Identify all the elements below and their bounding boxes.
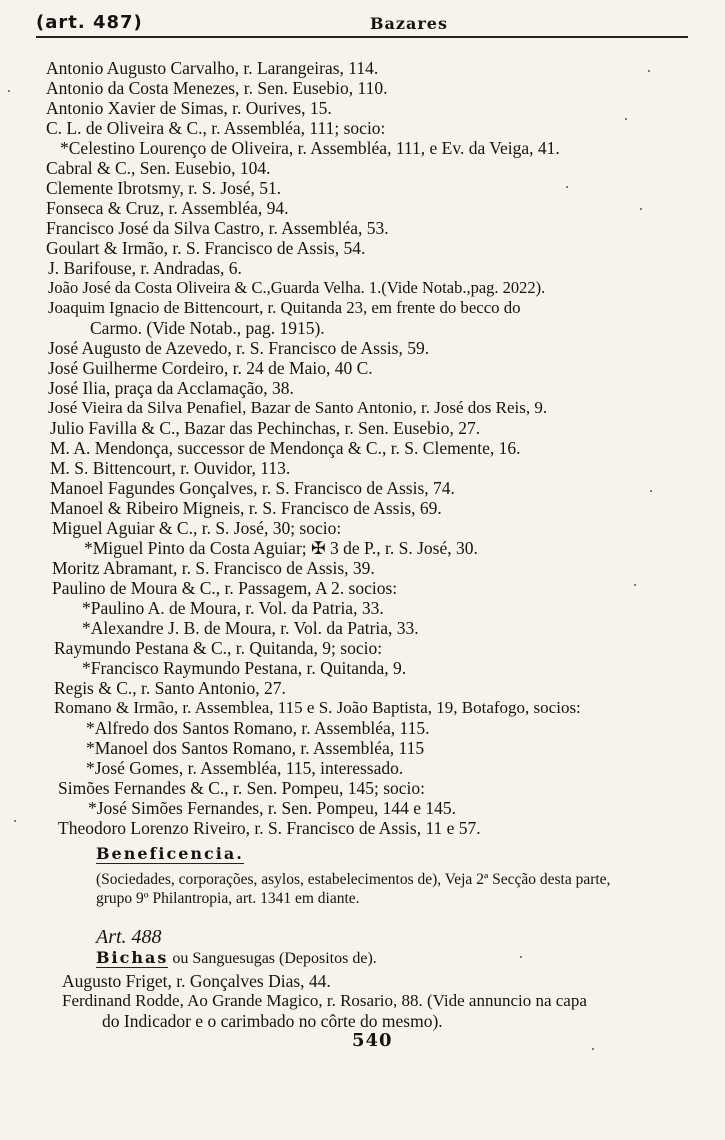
list-item: Manoel Fagundes Gonçalves, r. S. Francisco de Assis, 74. xyxy=(50,478,455,498)
list-item: Theodoro Lorenzo Riveiro, r. S. Francisco de Assis, 11 e 57. xyxy=(58,818,481,838)
print-speck xyxy=(640,208,642,210)
list-item: Cabral & C., Sen. Eusebio, 104. xyxy=(46,158,271,178)
list-item: Carmo. (Vide Notab., pag. 1915). xyxy=(90,318,325,338)
list-item: Simões Fernandes & C., r. Sen. Pompeu, 145; socio: xyxy=(58,778,426,798)
list-item: José Guilherme Cordeiro, r. 24 de Maio, 40 C. xyxy=(48,358,373,378)
bichas-title: Bichas xyxy=(96,948,169,967)
print-speck xyxy=(650,490,652,492)
list-item: *Paulino A. de Moura, r. Vol. da Patria, 33. xyxy=(82,598,384,618)
list-item: J. Barifouse, r. Andradas, 6. xyxy=(48,258,242,278)
section-title: Bazares xyxy=(370,14,448,33)
list-item: Goulart & Irmão, r. S. Francisco de Assis, 54. xyxy=(46,238,366,258)
print-speck xyxy=(8,90,10,92)
list-item: Julio Favilla & C., Bazar das Pechinchas, r. Sen. Eusebio, 27. xyxy=(50,418,481,438)
list-item: C. L. de Oliveira & C., r. Assembléa, 111; socio: xyxy=(46,118,386,138)
list-item: Antonio Augusto Carvalho, r. Larangeiras, 114. xyxy=(46,58,379,78)
list-item: Fonseca & Cruz, r. Assembléa, 94. xyxy=(46,198,289,218)
list-item: do Indicador e o carimbado no côrte do mesmo). xyxy=(102,1011,443,1031)
list-item: João José da Costa Oliveira & C.,Guarda Velha. 1.(Vide Notab.,pag. 2022). xyxy=(48,278,546,297)
list-item: Augusto Friget, r. Gonçalves Dias, 44. xyxy=(62,971,331,991)
list-item: José Vieira da Silva Penafiel, Bazar de Santo Antonio, r. José dos Reis, 9. xyxy=(48,398,548,417)
print-speck xyxy=(14,820,16,822)
list-item: *Miguel Pinto da Costa Aguiar; ✠ 3 de P., r. S. José, 30. xyxy=(84,538,478,558)
list-item: *Manoel dos Santos Romano, r. Assembléa, 115 xyxy=(86,738,425,758)
list-item: M. A. Mendonça, successor de Mendonça & C., r. S. Clemente, 16. xyxy=(50,438,521,458)
print-speck xyxy=(625,118,627,120)
list-item: *José Gomes, r. Assembléa, 115, interessado. xyxy=(86,758,404,778)
list-item: Antonio Xavier de Simas, r. Ourives, 15. xyxy=(46,98,332,118)
list-item: José Augusto de Azevedo, r. S. Francisco de Assis, 59. xyxy=(48,338,430,358)
list-item: Francisco José da Silva Castro, r. Assembléa, 53. xyxy=(46,218,389,238)
beneficencia-note-line: (Sociedades, corporações, asylos, estabelecimentos de), Veja 2ª Secção desta parte, xyxy=(96,871,611,888)
list-item: José Ilia, praça da Acclamação, 38. xyxy=(48,378,294,398)
list-item: Romano & Irmão, r. Assemblea, 115 e S. João Baptista, 19, Botafogo, socios: xyxy=(54,698,581,717)
list-item: Antonio da Costa Menezes, r. Sen. Eusebio, 110. xyxy=(46,78,388,98)
list-item: *Alexandre J. B. de Moura, r. Vol. da Patria, 33. xyxy=(82,618,419,638)
article-number: (art. 487) xyxy=(36,12,143,33)
beneficencia-note-line: grupo 9º Philantropia, art. 1341 em diante. xyxy=(96,890,360,907)
bichas-subtitle: ou Sanguesugas (Depositos de). xyxy=(172,950,377,967)
list-item: M. S. Bittencourt, r. Ouvidor, 113. xyxy=(50,458,291,478)
article-label: Art. 488 xyxy=(96,926,162,948)
list-item: Raymundo Pestana & C., r. Quitanda, 9; socio: xyxy=(54,638,383,658)
list-item: Ferdinand Rodde, Ao Grande Magico, r. Rosario, 88. (Vide annuncio na capa xyxy=(62,991,587,1010)
print-speck xyxy=(634,584,636,586)
list-item: Regis & C., r. Santo Antonio, 27. xyxy=(54,678,286,698)
print-speck xyxy=(566,186,568,188)
list-item: *Francisco Raymundo Pestana, r. Quitanda, 9. xyxy=(82,658,407,678)
print-speck xyxy=(520,956,522,958)
list-item: *Alfredo dos Santos Romano, r. Assembléa, 115. xyxy=(86,718,430,738)
list-item: Miguel Aguiar & C., r. S. José, 30; socio: xyxy=(52,518,342,538)
print-speck xyxy=(648,70,650,72)
page-header xyxy=(36,10,688,38)
bichas-heading xyxy=(96,948,377,968)
beneficencia-heading: Beneficencia. xyxy=(96,844,244,863)
list-item: *José Simões Fernandes, r. Sen. Pompeu, 144 e 145. xyxy=(88,798,456,818)
list-item: *Celestino Lourenço de Oliveira, r. Assembléa, 111, e Ev. da Veiga, 41. xyxy=(60,138,560,158)
list-item: Clemente Ibrotsmy, r. S. José, 51. xyxy=(46,178,282,198)
page-number: 540 xyxy=(352,1030,393,1051)
list-item: Moritz Abramant, r. S. Francisco de Assis, 39. xyxy=(52,558,375,578)
print-speck xyxy=(592,1048,594,1050)
list-item: Paulino de Moura & C., r. Passagem, A 2. socios: xyxy=(52,578,398,598)
list-item: Joaquim Ignacio de Bittencourt, r. Quitanda 23, em frente do becco do xyxy=(48,298,521,317)
list-item: Manoel & Ribeiro Migneis, r. S. Francisco de Assis, 69. xyxy=(50,498,442,518)
